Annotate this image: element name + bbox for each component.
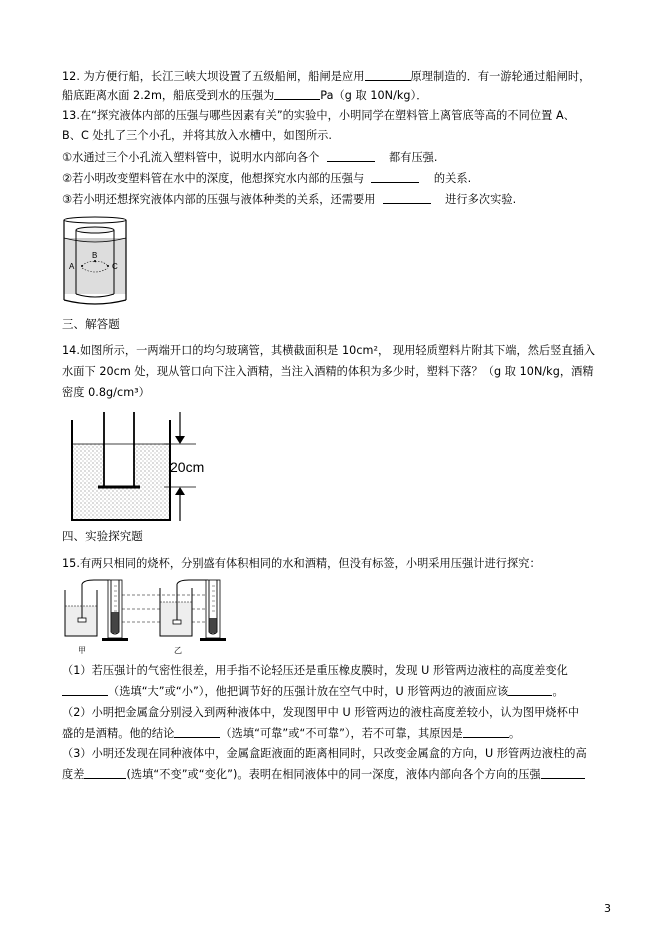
q15-blank5[interactable] — [84, 767, 126, 779]
q15-p1-line2 — [62, 684, 564, 699]
q15-blank6[interactable] — [541, 767, 585, 779]
q15-p2-end: 。 — [508, 727, 521, 740]
q12-line2 — [62, 88, 427, 103]
q12-line1 — [62, 69, 590, 84]
q15-p3-tail: (选填“不变”或“变化”)。表明在相同液体中的同一深度，液体内部向各个方向的压强 — [126, 768, 541, 781]
q13-sub3-tail: 进行多次实验. — [445, 193, 517, 206]
q13-figure-tank — [62, 216, 128, 306]
q15-p2-line1: （2）小明把金属盒分别浸入到两种液体中，发现图甲中 U 形管两边的液柱高度差较小，认为图甲烧杯中 — [62, 706, 580, 719]
q13-sub3 — [62, 192, 516, 207]
section-heading-4: 四、实验探究题 — [62, 529, 143, 543]
q13-sub2 — [62, 171, 471, 186]
q13-sub1-text: ①水通过三个小孔流入塑料管中，说明水内部向各个 — [62, 151, 320, 164]
q15-fig-label-jia: 甲 — [78, 646, 87, 655]
q15-p3-line2 — [62, 767, 585, 782]
q13-line2: B、C 处扎了三个小孔，并将其放入水槽中，如图所示. — [62, 129, 333, 142]
q15-blank2[interactable] — [508, 684, 552, 696]
q14-figure-tube — [64, 410, 264, 522]
q15-p3-text: 度差 — [62, 768, 85, 781]
section-heading-3: 三、解答题 — [62, 317, 120, 331]
q15-p3-line1: （3）小明还发现在同种液体中，金属盒距液面的距离相同时，只改变金属盒的方向，U 形管两边液柱的高 — [62, 747, 587, 760]
q15-line1: 15.有两只相同的烧杯，分别盛有体积相同的水和酒精，但没有标签，小明采用压强计进行探究： — [62, 557, 541, 570]
q13-sub1-tail: 都有压强. — [388, 151, 438, 164]
q15-p1-end: 。 — [552, 685, 564, 698]
q12-blank2[interactable] — [274, 88, 320, 100]
q12-blank1[interactable] — [365, 69, 411, 81]
q15-p2-text: 盛的是酒精。他的结论 — [62, 727, 175, 740]
page-number: 3 — [604, 902, 611, 915]
q15-figure-manometers — [62, 578, 242, 646]
q13-sub2-tail: 的关系. — [433, 172, 472, 185]
q13-sub2-text: ②若小明改变塑料管在水中的深度，他想探究水内部的压强与 — [62, 172, 365, 185]
q14-line2: 水面下 20cm 处，现从管口向下注入酒精，当注入酒精的体积为多少时，塑料下落？（g 取 10N/kg，酒精 — [62, 365, 594, 378]
q12-text-c: 船底距离水面 2.2m，船底受到水的压强为 — [62, 89, 275, 102]
q14-fig-label-20cm: 20cm — [170, 459, 205, 475]
q15-blank3[interactable] — [174, 726, 220, 738]
q12-text-a: 12. 为方便行船，长江三峡大坝设置了五级船闸，船闸是应用 — [62, 70, 365, 83]
q13-fig-label-c: C — [112, 262, 118, 271]
q15-p1-line1: （1）若压强计的气密性很差，用手指不论轻压还是重压橡皮膜时，发现 U 形管两边液柱的高度差变化 — [62, 664, 568, 677]
q15-fig-label-yi: 乙 — [174, 646, 183, 655]
q13-sub1 — [62, 150, 438, 165]
q13-blank1[interactable] — [327, 150, 375, 162]
q14-line3: 密度 0.8g/cm³） — [62, 386, 150, 399]
q13-fig-label-b: B — [92, 251, 98, 260]
q12-text-d: Pa（g 取 10N/kg）． — [320, 89, 428, 102]
q13-sub3-text: ③若小明还想探究液体内部的压强与液体种类的关系，还需要用 — [62, 193, 376, 206]
q13-blank3[interactable] — [383, 192, 431, 204]
q15-blank1[interactable] — [62, 684, 108, 696]
q15-p2-mid: （选填“可靠”或“不可靠”），若不可靠，其原因是 — [220, 727, 463, 740]
q12-text-b: 原理制造的．有一游轮通过船闸时， — [410, 70, 591, 83]
q13-fig-label-a: A — [69, 262, 75, 271]
q15-blank4[interactable] — [463, 726, 509, 738]
q15-p1-text: （选填“大”或“小”），他把调节好的压强计放在空气中时，U 形管两边的液面应该 — [108, 685, 509, 698]
q13-line1: 13.在“探究液体内部的压强与哪些因素有关”的实验中，小明同学在塑料管上离管底等高的不同位置 A、 — [62, 109, 575, 122]
q13-blank2[interactable] — [371, 171, 419, 183]
q15-p2-line2 — [62, 726, 520, 741]
q14-line1: 14.如图所示，一两端开口的均匀玻璃管，其横截面积是 10cm²， 现用轻质塑料片附其下端，然后竖直插入 — [62, 344, 596, 357]
